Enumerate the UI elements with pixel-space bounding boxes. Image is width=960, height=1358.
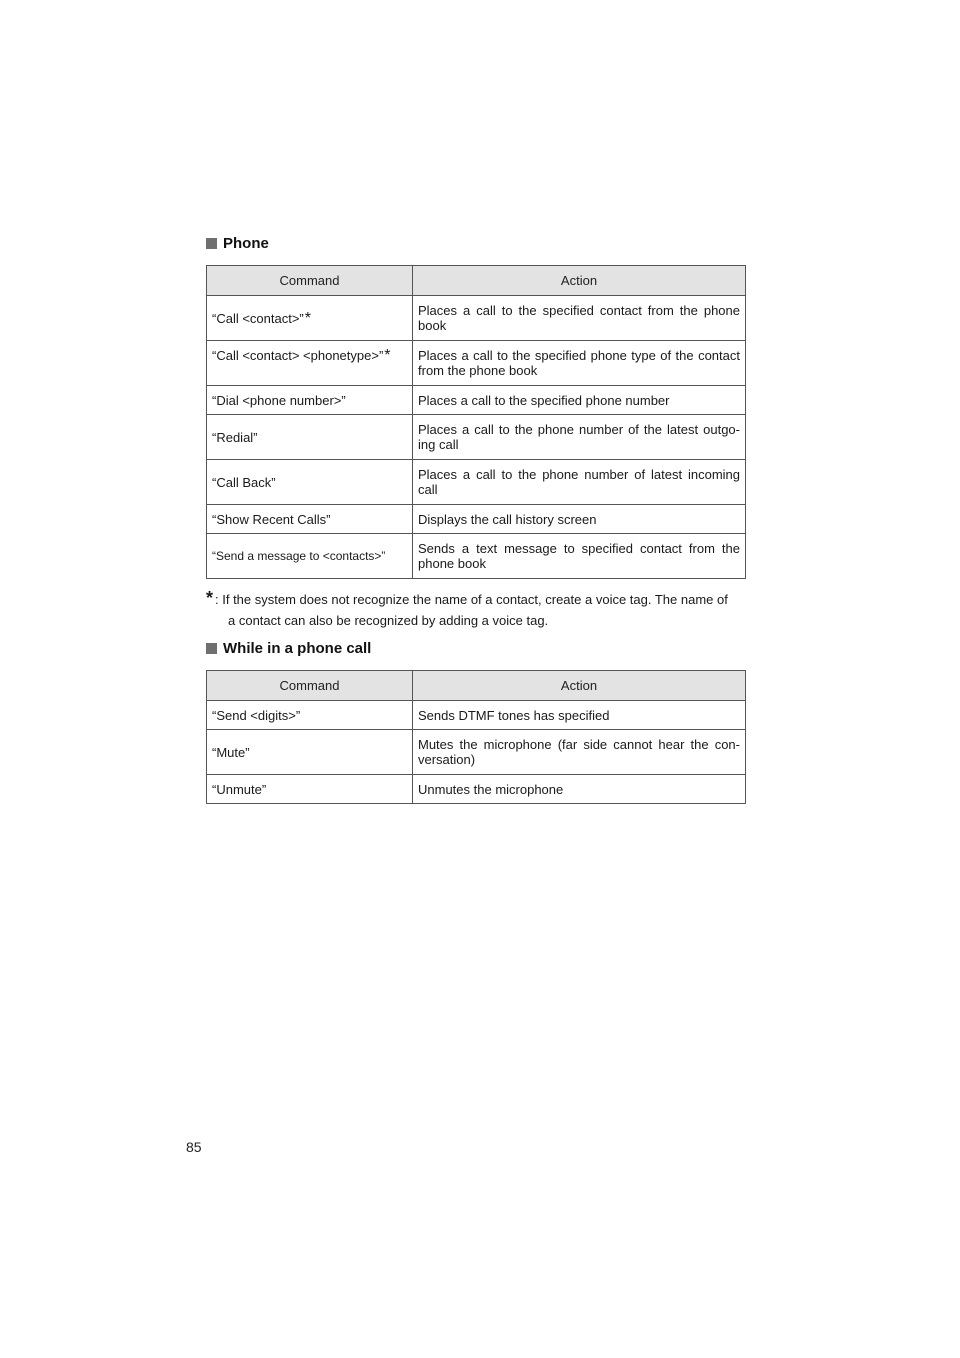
phone-commands-table [206,265,746,579]
command-cell [207,460,413,505]
action-cell: Places a call to the specified phone number [413,386,746,415]
command-cell: “Show Recent Calls” [207,505,413,534]
section-heading-in-call [206,640,371,657]
in-call-commands-table [206,670,746,804]
footnote-asterisk: * [384,347,391,364]
command-cell [207,341,413,386]
table-row [207,415,746,460]
footnote-asterisk: * [304,310,311,327]
section-title: Phone [223,235,269,252]
section-title: While in a phone call [223,640,372,657]
command-text: “Call <contact> <phonetype>” [212,348,384,363]
square-bullet-icon [206,643,217,654]
command-cell [207,534,413,579]
column-header-command: Command [207,266,413,296]
action-cell: Sends a text message to specified contact from the phone book [413,534,746,579]
footnote-asterisk: * [206,588,214,608]
table-row [207,730,746,775]
command-cell [207,730,413,775]
table-row [207,775,746,804]
table-row [207,296,746,341]
section-heading-phone [206,235,269,252]
column-header-command: Command [207,671,413,701]
column-header-action: Action [413,671,746,701]
table-row [207,701,746,730]
table-header-row [207,266,746,296]
action-cell: Unmutes the microphone [413,775,746,804]
footnote-line-1: : If the system does not recognize the name of a contact, create a voice tag. The name of [215,592,728,607]
table-row [207,341,746,386]
command-cell [207,296,413,341]
action-cell: Displays the call history screen [413,505,746,534]
footnote-line-2: a contact can also be recognized by adding a voice tag. [228,613,549,628]
action-cell: Places a call to the phone number of latest incoming call [413,460,746,505]
command-cell: “Dial <phone number>” [207,386,413,415]
action-cell: Places a call to the specified phone type of the contact from the phone book [413,341,746,386]
table-row [207,534,746,579]
command-text: “Call <contact>” [212,311,304,326]
command-cell: “Send <digits>” [207,701,413,730]
command-text: “Send a message to <contacts>” [212,549,386,563]
table-row [207,460,746,505]
action-cell: Sends DTMF tones has specified [413,701,746,730]
table-row [207,505,746,534]
action-cell: Places a call to the specified contact from the phone book [413,296,746,341]
footnote [206,588,746,631]
command-cell [207,415,413,460]
square-bullet-icon [206,238,217,249]
command-text: “Redial” [212,430,258,445]
column-header-action: Action [413,266,746,296]
command-text: “Mute” [212,745,250,760]
table-row [207,386,746,415]
action-cell: Places a call to the phone number of the latest outgo-ing call [413,415,746,460]
action-cell: Mutes the microphone (far side cannot hear the con-versation) [413,730,746,775]
command-cell: “Unmute” [207,775,413,804]
page-number: 85 [186,1139,202,1155]
command-text: “Call Back” [212,475,276,490]
table-header-row [207,671,746,701]
